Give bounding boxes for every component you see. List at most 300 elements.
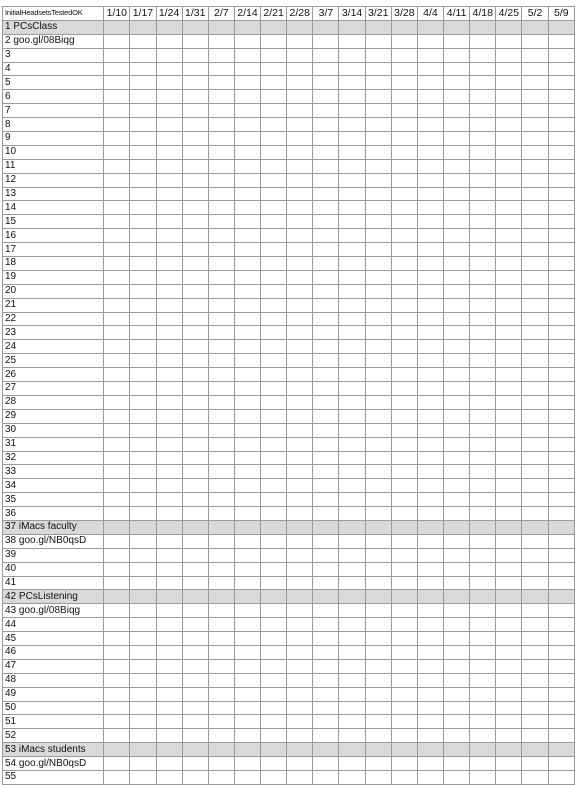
grid-cell[interactable] (130, 659, 156, 673)
grid-cell[interactable] (496, 62, 522, 76)
grid-cell[interactable] (522, 659, 548, 673)
grid-cell[interactable] (130, 257, 156, 271)
grid-cell[interactable] (104, 62, 130, 76)
grid-cell[interactable] (417, 645, 443, 659)
grid-cell[interactable] (496, 243, 522, 257)
grid-cell[interactable] (444, 576, 470, 590)
grid-cell[interactable] (234, 618, 260, 632)
grid-cell[interactable] (391, 562, 417, 576)
grid-cell[interactable] (182, 229, 208, 243)
grid-cell[interactable] (313, 382, 339, 396)
grid-cell[interactable] (234, 243, 260, 257)
row-label-cell[interactable] (3, 187, 104, 201)
grid-cell[interactable] (156, 520, 182, 534)
grid-cell[interactable] (261, 145, 287, 159)
grid-cell[interactable] (104, 562, 130, 576)
grid-cell[interactable] (261, 687, 287, 701)
grid-cell[interactable] (391, 437, 417, 451)
grid-cell[interactable] (522, 270, 548, 284)
grid-cell[interactable] (313, 465, 339, 479)
grid-cell[interactable] (182, 757, 208, 771)
grid-cell[interactable] (234, 729, 260, 743)
grid-cell[interactable] (417, 215, 443, 229)
grid-cell[interactable] (104, 423, 130, 437)
grid-cell[interactable] (182, 729, 208, 743)
grid-cell[interactable] (470, 493, 496, 507)
grid-cell[interactable] (365, 757, 391, 771)
grid-cell[interactable] (548, 312, 574, 326)
grid-cell[interactable] (182, 215, 208, 229)
grid-cell[interactable] (365, 368, 391, 382)
grid-cell[interactable] (417, 173, 443, 187)
grid-cell[interactable] (182, 395, 208, 409)
grid-cell[interactable] (156, 312, 182, 326)
grid-cell[interactable] (130, 743, 156, 757)
grid-cell[interactable] (548, 715, 574, 729)
grid-cell[interactable] (156, 618, 182, 632)
grid-cell[interactable] (261, 215, 287, 229)
grid-cell[interactable] (417, 604, 443, 618)
grid-cell[interactable] (417, 423, 443, 437)
grid-cell[interactable] (339, 604, 365, 618)
grid-cell[interactable] (548, 284, 574, 298)
grid-cell[interactable] (156, 159, 182, 173)
grid-cell[interactable] (444, 701, 470, 715)
grid-cell[interactable] (470, 340, 496, 354)
grid-cell[interactable] (391, 76, 417, 90)
grid-cell[interactable] (313, 743, 339, 757)
grid-cell[interactable] (548, 382, 574, 396)
grid-cell[interactable] (156, 701, 182, 715)
grid-cell[interactable] (156, 215, 182, 229)
grid-cell[interactable] (313, 493, 339, 507)
grid-cell[interactable] (365, 104, 391, 118)
grid-cell[interactable] (313, 312, 339, 326)
grid-cell[interactable] (339, 201, 365, 215)
grid-cell[interactable] (417, 20, 443, 34)
grid-cell[interactable] (104, 590, 130, 604)
grid-cell[interactable] (182, 257, 208, 271)
grid-cell[interactable] (391, 770, 417, 784)
grid-cell[interactable] (496, 451, 522, 465)
grid-cell[interactable] (548, 145, 574, 159)
grid-cell[interactable] (104, 395, 130, 409)
grid-cell[interactable] (130, 48, 156, 62)
grid-cell[interactable] (444, 173, 470, 187)
grid-cell[interactable] (313, 326, 339, 340)
grid-cell[interactable] (261, 298, 287, 312)
grid-cell[interactable] (522, 687, 548, 701)
grid-cell[interactable] (444, 673, 470, 687)
grid-cell[interactable] (391, 145, 417, 159)
row-label-cell[interactable] (3, 243, 104, 257)
grid-cell[interactable] (182, 201, 208, 215)
grid-cell[interactable] (130, 645, 156, 659)
grid-cell[interactable] (548, 659, 574, 673)
grid-cell[interactable] (234, 159, 260, 173)
grid-cell[interactable] (182, 187, 208, 201)
grid-cell[interactable] (522, 715, 548, 729)
grid-cell[interactable] (365, 687, 391, 701)
grid-cell[interactable] (234, 493, 260, 507)
grid-cell[interactable] (130, 465, 156, 479)
grid-cell[interactable] (391, 368, 417, 382)
grid-cell[interactable] (444, 451, 470, 465)
grid-cell[interactable] (261, 645, 287, 659)
grid-cell[interactable] (182, 48, 208, 62)
grid-cell[interactable] (391, 590, 417, 604)
grid-cell[interactable] (417, 757, 443, 771)
row-label-cell[interactable] (3, 34, 104, 48)
grid-cell[interactable] (496, 118, 522, 132)
grid-cell[interactable] (339, 229, 365, 243)
grid-cell[interactable] (313, 90, 339, 104)
grid-cell[interactable] (208, 187, 234, 201)
grid-cell[interactable] (417, 534, 443, 548)
grid-cell[interactable] (234, 590, 260, 604)
grid-cell[interactable] (391, 298, 417, 312)
grid-cell[interactable] (444, 132, 470, 146)
grid-cell[interactable] (208, 451, 234, 465)
grid-cell[interactable] (287, 534, 313, 548)
grid-cell[interactable] (313, 645, 339, 659)
grid-cell[interactable] (470, 62, 496, 76)
grid-cell[interactable] (208, 90, 234, 104)
grid-cell[interactable] (548, 187, 574, 201)
grid-cell[interactable] (548, 562, 574, 576)
grid-cell[interactable] (234, 659, 260, 673)
grid-cell[interactable] (208, 645, 234, 659)
grid-cell[interactable] (208, 437, 234, 451)
grid-cell[interactable] (548, 104, 574, 118)
grid-cell[interactable] (417, 340, 443, 354)
grid-cell[interactable] (261, 507, 287, 521)
grid-cell[interactable] (522, 743, 548, 757)
row-label-cell[interactable] (3, 770, 104, 784)
grid-cell[interactable] (496, 687, 522, 701)
grid-cell[interactable] (104, 284, 130, 298)
grid-cell[interactable] (156, 576, 182, 590)
grid-cell[interactable] (522, 673, 548, 687)
grid-cell[interactable] (470, 354, 496, 368)
grid-cell[interactable] (391, 395, 417, 409)
grid-cell[interactable] (365, 62, 391, 76)
grid-cell[interactable] (287, 368, 313, 382)
grid-cell[interactable] (313, 229, 339, 243)
grid-cell[interactable] (104, 493, 130, 507)
grid-cell[interactable] (313, 215, 339, 229)
grid-cell[interactable] (287, 437, 313, 451)
grid-cell[interactable] (391, 257, 417, 271)
grid-cell[interactable] (156, 173, 182, 187)
grid-cell[interactable] (548, 729, 574, 743)
grid-cell[interactable] (548, 340, 574, 354)
grid-cell[interactable] (339, 659, 365, 673)
grid-cell[interactable] (234, 257, 260, 271)
grid-cell[interactable] (313, 76, 339, 90)
grid-cell[interactable] (104, 576, 130, 590)
grid-cell[interactable] (444, 257, 470, 271)
grid-cell[interactable] (234, 576, 260, 590)
grid-cell[interactable] (130, 576, 156, 590)
grid-cell[interactable] (339, 687, 365, 701)
grid-cell[interactable] (339, 34, 365, 48)
grid-cell[interactable] (496, 618, 522, 632)
grid-cell[interactable] (391, 479, 417, 493)
grid-cell[interactable] (261, 770, 287, 784)
grid-cell[interactable] (208, 770, 234, 784)
grid-cell[interactable] (313, 451, 339, 465)
grid-cell[interactable] (548, 437, 574, 451)
grid-cell[interactable] (130, 632, 156, 646)
grid-cell[interactable] (522, 298, 548, 312)
grid-cell[interactable] (522, 118, 548, 132)
grid-cell[interactable] (417, 673, 443, 687)
grid-cell[interactable] (156, 534, 182, 548)
grid-cell[interactable] (444, 145, 470, 159)
grid-cell[interactable] (444, 229, 470, 243)
grid-cell[interactable] (444, 104, 470, 118)
grid-cell[interactable] (261, 409, 287, 423)
grid-cell[interactable] (261, 229, 287, 243)
grid-cell[interactable] (130, 507, 156, 521)
grid-cell[interactable] (261, 757, 287, 771)
grid-cell[interactable] (496, 368, 522, 382)
grid-cell[interactable] (444, 159, 470, 173)
grid-cell[interactable] (391, 743, 417, 757)
grid-cell[interactable] (365, 48, 391, 62)
grid-cell[interactable] (339, 618, 365, 632)
grid-cell[interactable] (522, 215, 548, 229)
grid-cell[interactable] (417, 159, 443, 173)
grid-cell[interactable] (496, 270, 522, 284)
grid-cell[interactable] (496, 382, 522, 396)
grid-cell[interactable] (417, 201, 443, 215)
grid-cell[interactable] (444, 562, 470, 576)
grid-cell[interactable] (182, 34, 208, 48)
row-label-cell[interactable] (3, 104, 104, 118)
grid-cell[interactable] (182, 340, 208, 354)
grid-cell[interactable] (182, 368, 208, 382)
grid-cell[interactable] (522, 201, 548, 215)
grid-cell[interactable] (444, 90, 470, 104)
grid-cell[interactable] (104, 618, 130, 632)
grid-cell[interactable] (156, 645, 182, 659)
grid-cell[interactable] (287, 715, 313, 729)
grid-cell[interactable] (496, 673, 522, 687)
grid-cell[interactable] (496, 770, 522, 784)
grid-cell[interactable] (391, 507, 417, 521)
grid-cell[interactable] (182, 312, 208, 326)
grid-cell[interactable] (313, 284, 339, 298)
grid-cell[interactable] (417, 354, 443, 368)
row-label-cell[interactable] (3, 451, 104, 465)
grid-cell[interactable] (339, 257, 365, 271)
row-label-cell[interactable] (3, 76, 104, 90)
grid-cell[interactable] (313, 534, 339, 548)
grid-cell[interactable] (156, 132, 182, 146)
grid-cell[interactable] (548, 618, 574, 632)
grid-cell[interactable] (444, 645, 470, 659)
grid-cell[interactable] (339, 534, 365, 548)
grid-cell[interactable] (104, 757, 130, 771)
grid-cell[interactable] (234, 201, 260, 215)
row-label-cell[interactable] (3, 118, 104, 132)
grid-cell[interactable] (208, 701, 234, 715)
row-label-cell[interactable] (3, 326, 104, 340)
grid-cell[interactable] (156, 20, 182, 34)
row-label-cell[interactable] (3, 90, 104, 104)
grid-cell[interactable] (182, 743, 208, 757)
grid-cell[interactable] (130, 382, 156, 396)
grid-cell[interactable] (156, 284, 182, 298)
grid-cell[interactable] (548, 243, 574, 257)
grid-cell[interactable] (104, 270, 130, 284)
grid-cell[interactable] (470, 187, 496, 201)
grid-cell[interactable] (261, 173, 287, 187)
row-label-cell[interactable] (3, 632, 104, 646)
grid-cell[interactable] (287, 520, 313, 534)
grid-cell[interactable] (391, 312, 417, 326)
grid-cell[interactable] (287, 618, 313, 632)
grid-cell[interactable] (287, 465, 313, 479)
grid-cell[interactable] (470, 76, 496, 90)
grid-cell[interactable] (548, 534, 574, 548)
grid-cell[interactable] (365, 632, 391, 646)
grid-cell[interactable] (261, 701, 287, 715)
grid-cell[interactable] (444, 659, 470, 673)
grid-cell[interactable] (261, 576, 287, 590)
grid-cell[interactable] (391, 451, 417, 465)
grid-cell[interactable] (417, 118, 443, 132)
grid-cell[interactable] (548, 118, 574, 132)
grid-cell[interactable] (313, 423, 339, 437)
grid-cell[interactable] (417, 562, 443, 576)
grid-cell[interactable] (182, 562, 208, 576)
grid-cell[interactable] (287, 659, 313, 673)
grid-cell[interactable] (522, 145, 548, 159)
grid-cell[interactable] (182, 409, 208, 423)
grid-cell[interactable] (522, 104, 548, 118)
grid-cell[interactable] (156, 770, 182, 784)
grid-cell[interactable] (470, 618, 496, 632)
grid-cell[interactable] (444, 770, 470, 784)
grid-cell[interactable] (287, 90, 313, 104)
grid-cell[interactable] (261, 382, 287, 396)
grid-cell[interactable] (208, 104, 234, 118)
grid-cell[interactable] (444, 395, 470, 409)
grid-cell[interactable] (365, 354, 391, 368)
grid-cell[interactable] (234, 284, 260, 298)
grid-cell[interactable] (496, 229, 522, 243)
grid-cell[interactable] (391, 215, 417, 229)
grid-cell[interactable] (470, 159, 496, 173)
grid-cell[interactable] (287, 604, 313, 618)
grid-cell[interactable] (496, 409, 522, 423)
grid-cell[interactable] (339, 368, 365, 382)
grid-cell[interactable] (444, 548, 470, 562)
grid-cell[interactable] (339, 215, 365, 229)
grid-cell[interactable] (496, 201, 522, 215)
grid-cell[interactable] (365, 340, 391, 354)
grid-cell[interactable] (496, 132, 522, 146)
grid-cell[interactable] (417, 90, 443, 104)
grid-cell[interactable] (391, 382, 417, 396)
grid-cell[interactable] (444, 340, 470, 354)
grid-cell[interactable] (287, 409, 313, 423)
grid-cell[interactable] (208, 548, 234, 562)
grid-cell[interactable] (444, 382, 470, 396)
grid-cell[interactable] (234, 687, 260, 701)
grid-cell[interactable] (444, 215, 470, 229)
grid-cell[interactable] (470, 201, 496, 215)
grid-cell[interactable] (208, 715, 234, 729)
grid-cell[interactable] (313, 34, 339, 48)
grid-cell[interactable] (522, 576, 548, 590)
grid-cell[interactable] (548, 257, 574, 271)
grid-cell[interactable] (365, 229, 391, 243)
grid-cell[interactable] (417, 48, 443, 62)
grid-cell[interactable] (287, 298, 313, 312)
grid-cell[interactable] (548, 423, 574, 437)
grid-cell[interactable] (444, 312, 470, 326)
grid-cell[interactable] (287, 187, 313, 201)
grid-cell[interactable] (365, 701, 391, 715)
row-label-cell[interactable] (3, 298, 104, 312)
grid-cell[interactable] (470, 48, 496, 62)
grid-cell[interactable] (313, 20, 339, 34)
grid-cell[interactable] (261, 284, 287, 298)
grid-cell[interactable] (208, 201, 234, 215)
grid-cell[interactable] (470, 132, 496, 146)
grid-cell[interactable] (391, 62, 417, 76)
grid-cell[interactable] (417, 687, 443, 701)
grid-cell[interactable] (522, 548, 548, 562)
grid-cell[interactable] (548, 479, 574, 493)
grid-cell[interactable] (208, 62, 234, 76)
grid-cell[interactable] (261, 20, 287, 34)
grid-cell[interactable] (444, 520, 470, 534)
grid-cell[interactable] (287, 159, 313, 173)
grid-cell[interactable] (208, 48, 234, 62)
grid-cell[interactable] (182, 520, 208, 534)
grid-cell[interactable] (339, 437, 365, 451)
grid-cell[interactable] (339, 284, 365, 298)
grid-cell[interactable] (182, 715, 208, 729)
grid-cell[interactable] (444, 118, 470, 132)
grid-cell[interactable] (261, 243, 287, 257)
grid-cell[interactable] (522, 76, 548, 90)
grid-cell[interactable] (156, 548, 182, 562)
grid-cell[interactable] (417, 437, 443, 451)
grid-cell[interactable] (470, 270, 496, 284)
row-label-cell[interactable] (3, 507, 104, 521)
grid-cell[interactable] (182, 604, 208, 618)
grid-cell[interactable] (339, 104, 365, 118)
grid-cell[interactable] (444, 618, 470, 632)
grid-cell[interactable] (234, 632, 260, 646)
row-label-cell[interactable] (3, 645, 104, 659)
grid-cell[interactable] (444, 409, 470, 423)
grid-cell[interactable] (156, 145, 182, 159)
grid-cell[interactable] (261, 76, 287, 90)
grid-cell[interactable] (444, 270, 470, 284)
grid-cell[interactable] (391, 270, 417, 284)
grid-cell[interactable] (339, 423, 365, 437)
grid-cell[interactable] (156, 743, 182, 757)
grid-cell[interactable] (287, 201, 313, 215)
grid-cell[interactable] (208, 20, 234, 34)
